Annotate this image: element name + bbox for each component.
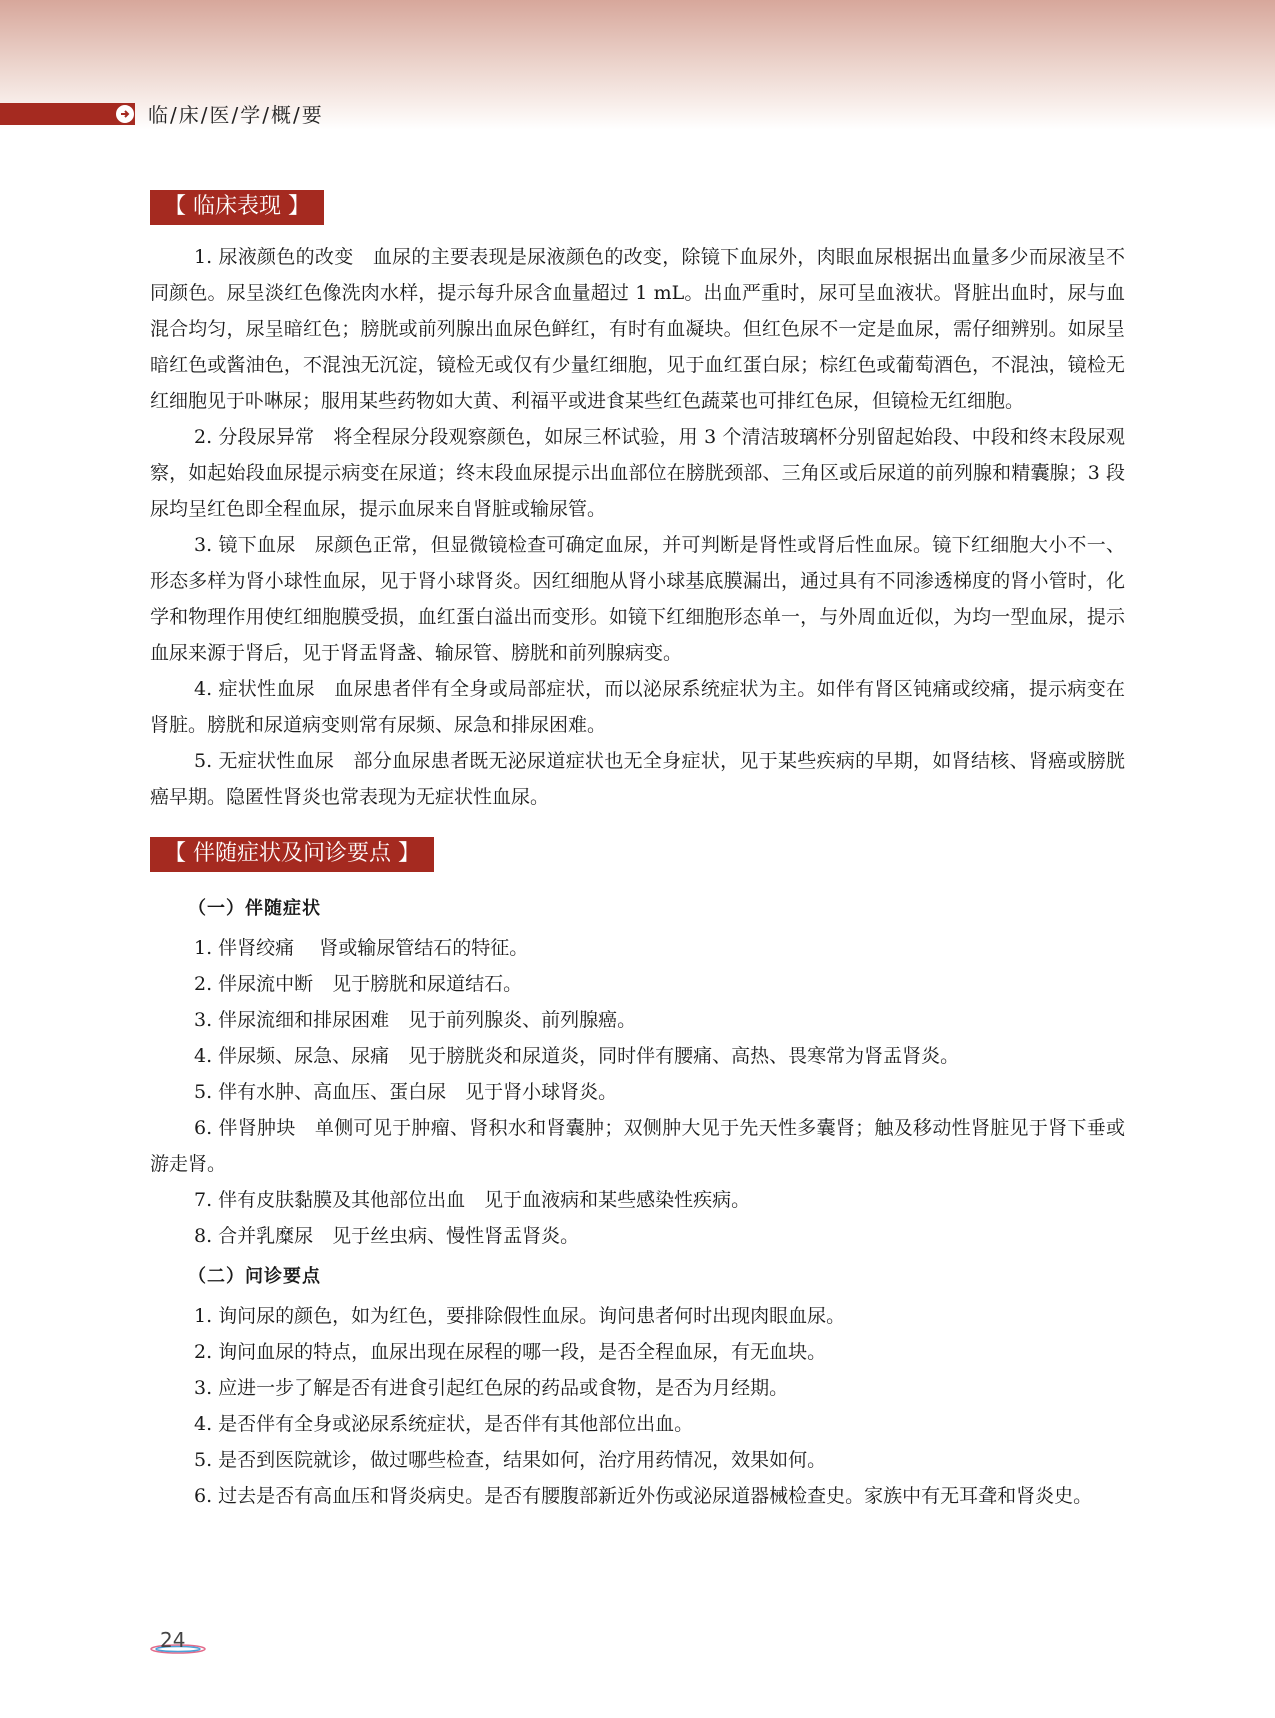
section-heading-clinical: 【 临床表现 】 — [150, 190, 324, 225]
list-item: 2. 伴尿流中断 见于膀胱和尿道结石。 — [194, 973, 523, 995]
list-item: 5. 伴有水肿、高血压、蛋白尿 见于肾小球肾炎。 — [194, 1081, 618, 1103]
list-item: 4. 伴尿频、尿急、尿痛 见于膀胱炎和尿道炎，同时伴有腰痛、高热、畏寒常为肾盂肾炎。 — [194, 1045, 960, 1067]
list-item: 3. 应进一步了解是否有进食引起红色尿的药品或食物，是否为月经期。 — [194, 1377, 789, 1399]
list-item: 1. 询问尿的颜色，如为红色，要排除假性血尿。询问患者何时出现肉眼血尿。 — [194, 1305, 846, 1327]
list-item: 4. 是否伴有全身或泌尿系统症状，是否伴有其他部位出血。 — [194, 1413, 694, 1435]
list-item: 8. 合并乳糜尿 见于丝虫病、慢性肾盂肾炎。 — [194, 1225, 580, 1247]
running-header-title: 临/床/医/学/概/要 — [148, 103, 324, 127]
list-item: 1. 伴肾绞痛 肾或输尿管结石的特征。 — [194, 937, 529, 959]
subheading-accompanying: （一）伴随症状 — [188, 898, 321, 919]
page-number: 24 — [160, 1628, 186, 1652]
paragraph: 3. 镜下血尿 尿颜色正常，但显微镜检查可确定血尿，并可判断是肾性或肾后性血尿。镜下红细胞大小不一、形态多样为肾小球性血尿，见于肾小球肾炎。因红细胞从肾小球基底膜漏出，通过具有不同渗透梯度的肾小管时，化学和物理作用使红细胞膜受损，血红蛋白溢出而变形。如镜下红细胞形态单一，与外周血近似，为均一型血尿，提示血尿来源于肾后，见于肾盂肾盏、输尿管、膀胱和前列腺病变。 — [150, 534, 1125, 664]
paragraph: 2. 分段尿异常 将全程尿分段观察颜色，如尿三杯试验，用 3 个清洁玻璃杯分别留起始段、中段和终末段尿观察，如起始段血尿提示病变在尿道；终末段血尿提示出血部位在膀胱颈部、三角区或后尿道的前列腺和精囊腺；3 段尿均呈红色即全程血尿，提示血尿来自肾脏或输尿管。 — [150, 426, 1125, 520]
list-item: 2. 询问血尿的特点，血尿出现在尿程的哪一段，是否全程血尿，有无血块。 — [194, 1341, 827, 1363]
page-content — [150, 190, 1125, 1514]
list-item: 3. 伴尿流细和排尿困难 见于前列腺炎、前列腺癌。 — [194, 1009, 637, 1031]
list-item: 6. 过去是否有高血压和肾炎病史。是否有腰腹部新近外伤或泌尿道器械检查史。家族中有无耳聋和肾炎史。 — [194, 1485, 1093, 1507]
list-item: 5. 是否到医院就诊，做过哪些检查，结果如何，治疗用药情况，效果如何。 — [194, 1449, 827, 1471]
subheading-inquiry: （二）问诊要点 — [188, 1266, 321, 1287]
list-item: 6. 伴肾肿块 单侧可见于肿瘤、肾积水和肾囊肿；双侧肿大见于先天性多囊肾；触及移动性肾脏见于肾下垂或游走肾。 — [150, 1117, 1125, 1175]
section-heading-symptoms: 【 伴随症状及问诊要点 】 — [150, 837, 434, 872]
paragraph: 5. 无症状性血尿 部分血尿患者既无泌尿道症状也无全身症状，见于某些疾病的早期，如肾结核、肾癌或膀胱癌早期。隐匿性肾炎也常表现为无症状性血尿。 — [150, 750, 1125, 808]
paragraph: 1. 尿液颜色的改变 血尿的主要表现是尿液颜色的改变，除镜下血尿外，肉眼血尿根据出血量多少而尿液呈不同颜色。尿呈淡红色像洗肉水样，提示每升尿含血量超过 1 mL。出血严重时，尿可呈血液状。肾脏出血时，尿与血混合均匀，尿呈暗红色；膀胱或前列腺出血尿色鲜红，有时有血凝块。但红色尿不一定是血尿，需仔细辨别。如尿呈暗红色或酱油色，不混浊无沉淀，镜检无或仅有少量红细胞，见于血红蛋白尿；棕红色或葡萄酒色，不混浊，镜检无红细胞见于卟啉尿；服用某些药物如大黄、利福平或进食某些红色蔬菜也可排红色尿，但镜检无红细胞。 — [150, 246, 1125, 412]
paragraph: 4. 症状性血尿 血尿患者伴有全身或局部症状，而以泌尿系统症状为主。如伴有肾区钝痛或绞痛，提示病变在肾脏。膀胱和尿道病变则常有尿频、尿急和排尿困难。 — [150, 678, 1125, 736]
arrow-right-icon — [115, 104, 135, 124]
list-item: 7. 伴有皮肤黏膜及其他部位出血 见于血液病和某些感染性疾病。 — [194, 1189, 751, 1211]
